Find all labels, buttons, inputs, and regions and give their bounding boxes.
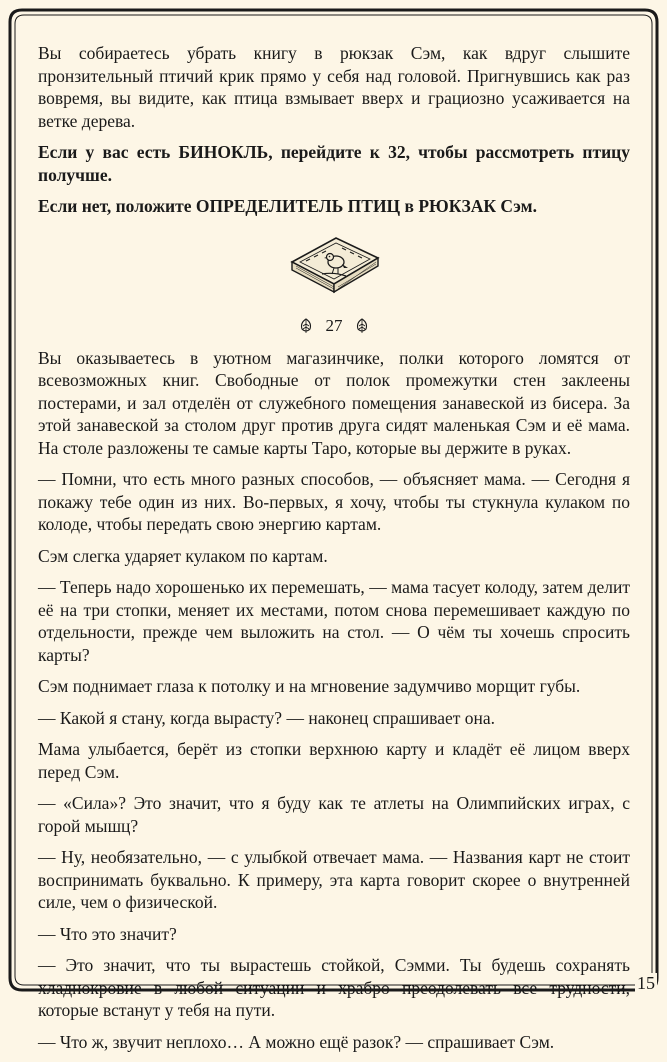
leaf-ornament-left-icon <box>297 317 315 335</box>
intro-paragraph: Вы собираетесь убрать книгу в рюкзак Сэм, как вдруг слышите пронзительный птичий крик прямо у себя над головой. Пригнувшись как раз вовремя, вы видите, как птица взмывает вверх и грациозно усаживается на ветке дерева. <box>38 43 630 131</box>
story-paragraph: — Помни, что есть много разных способов, — объясняет мама. — Сегодня я покажу тебе один из них. Во-первых, я хочу, чтобы ты стукнула кулаком по колоде, чтобы передать свою энергию картам. <box>38 469 630 535</box>
leaf-ornament-right-icon <box>353 317 371 335</box>
story-paragraph: — Теперь надо хорошенько их перемешать, — мама тасует колоду, затем делит её на три стопки, меняет их местами, потом снова перемешивает каждую по отдельности, прежде чем выложить на стол. — О чём ты хочешь спросить карты? <box>38 577 630 665</box>
instruction-binoculars: Если у вас есть БИНОКЛЬ, перейдите к 32, чтобы рассмотреть птицу получше. <box>38 142 630 185</box>
story-paragraph: — «Сила»? Это значит, что я буду как те атлеты на Олимпийских играх, с горой мышц? <box>38 793 630 836</box>
story-paragraph: — Ну, необязательно, — с улыбкой отвечает мама. — Названия карт не стоит воспринимать буквально. К примеру, эта карта говорит скорее о внутренней силе, чем о физической. <box>38 847 630 913</box>
story-paragraph: — Это значит, что ты вырастешь стойкой, Сэмми. Ты будешь сохранять хладнокровие в любой ситуации и храбро преодолевать все трудности, которые встанут у тебя на пути. <box>38 955 630 1021</box>
story-paragraph: Мама улыбается, берёт из стопки верхнюю карту и кладёт её лицом вверх перед Сэм. <box>38 739 630 782</box>
page-text <box>38 42 630 1062</box>
story-paragraph: Вы оказываетесь в уютном магазинчике, полки которого ломятся от всевозможных книг. Свободные от полок промежутки стен заклеены постерами, и зал отделён от служебного помещения занавеской из бисера. За этой занавеской за столом друг против друга сидят маленькая Сэм и её мама. На столе разложены те самые карты Таро, которые вы держите в руках. <box>38 347 630 458</box>
instruction-bird-guide: Если нет, положите ОПРЕДЕЛИТЕЛЬ ПТИЦ в РЮКЗАК Сэм. <box>38 196 537 216</box>
section-number: 27 <box>325 315 343 335</box>
page-number: 15 <box>637 973 655 993</box>
bird-guide-book-icon <box>284 232 384 300</box>
story-paragraph: Сэм поднимает глаза к потолку и на мгновение задумчиво морщит губы. <box>38 676 581 697</box>
story-paragraph: — Что это значит? <box>38 923 177 944</box>
story-paragraph: — Какой я стану, когда вырасту? — наконец спрашивает она. <box>38 707 496 728</box>
section-header <box>38 314 630 337</box>
story-paragraph: — Что ж, звучит неплохо… А можно ещё разок? — спрашивает Сэм. <box>38 1031 555 1052</box>
story-paragraph: Сэм слегка ударяет кулаком по картам. <box>38 545 328 566</box>
